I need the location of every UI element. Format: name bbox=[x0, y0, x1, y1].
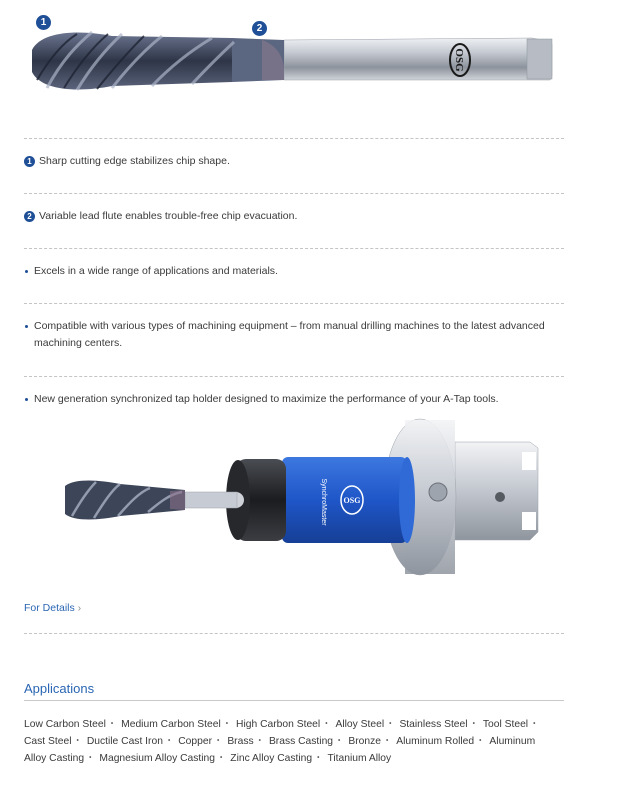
application-item: Low Carbon Steel bbox=[24, 719, 106, 730]
application-item: Medium Carbon Steel bbox=[121, 719, 221, 730]
divider bbox=[24, 248, 564, 249]
bullet-icon bbox=[25, 270, 28, 273]
callout-1-badge: 1 bbox=[36, 15, 51, 30]
feature-item-2 bbox=[24, 208, 564, 225]
feature-text-line-2: machining centers. bbox=[34, 337, 123, 349]
application-item: High Carbon Steel bbox=[236, 719, 321, 730]
divider bbox=[24, 193, 564, 194]
application-item: Aluminum Alloy Casting bbox=[24, 736, 536, 764]
divider bbox=[24, 633, 564, 634]
tap-illustration bbox=[22, 10, 567, 110]
for-details-label: For Details bbox=[24, 602, 75, 614]
application-item: Brass Casting bbox=[268, 736, 334, 747]
separator: ・ bbox=[221, 719, 233, 730]
synchromaster-holder-illustration bbox=[60, 412, 565, 587]
feature-text: Sharp cutting edge stabilizes chip shape. bbox=[39, 155, 230, 167]
applications-rule bbox=[24, 700, 564, 701]
application-item: Bronze bbox=[348, 736, 381, 747]
separator: ・ bbox=[334, 736, 345, 747]
separator: ・ bbox=[85, 753, 96, 764]
divider bbox=[24, 303, 564, 304]
application-item: Zinc Alloy Casting bbox=[230, 753, 313, 764]
number-1-badge: 1 bbox=[24, 156, 35, 167]
feature-item-3 bbox=[24, 263, 564, 280]
application-item: Cast Steel bbox=[24, 736, 72, 747]
svg-text:OSG: OSG bbox=[343, 496, 361, 505]
separator: ・ bbox=[468, 719, 479, 730]
tap-holder-image bbox=[60, 412, 565, 587]
svg-text:SynchroMaster: SynchroMaster bbox=[320, 478, 327, 526]
tap-product-image bbox=[22, 10, 567, 110]
feature-item-4 bbox=[24, 318, 564, 352]
application-item: Tool Steel bbox=[482, 719, 529, 730]
divider bbox=[24, 376, 564, 377]
chevron-right-icon: › bbox=[77, 603, 82, 614]
separator: ・ bbox=[72, 736, 83, 747]
separator: ・ bbox=[213, 736, 224, 747]
separator: ・ bbox=[254, 736, 265, 747]
separator: ・ bbox=[106, 719, 118, 730]
applications-heading: Applications bbox=[24, 681, 95, 696]
divider bbox=[24, 138, 564, 139]
feature-item-1 bbox=[24, 153, 564, 170]
separator: ・ bbox=[381, 736, 393, 747]
separator: ・ bbox=[529, 719, 540, 730]
separator: ・ bbox=[163, 736, 175, 747]
svg-text:OSG: OSG bbox=[453, 48, 465, 72]
feature-text-line-1: Compatible with various types of machining equipment – from manual drilling machines to the latest advanced bbox=[34, 320, 545, 332]
application-item: Aluminum Rolled bbox=[396, 736, 475, 747]
applications-list bbox=[24, 716, 544, 767]
application-item: Copper bbox=[178, 736, 213, 747]
application-item: Magnesium Alloy Casting bbox=[99, 753, 215, 764]
application-item: Titanium Alloy bbox=[327, 753, 392, 764]
application-item: Brass bbox=[227, 736, 254, 747]
separator: ・ bbox=[313, 753, 324, 764]
separator: ・ bbox=[321, 719, 332, 730]
application-item: Stainless Steel bbox=[399, 719, 468, 730]
separator: ・ bbox=[385, 719, 396, 730]
feature-text: New generation synchronized tap holder designed to maximize the performance of your A-Tap tools. bbox=[34, 393, 499, 405]
for-details-link[interactable] bbox=[24, 602, 81, 614]
bullet-icon bbox=[25, 325, 28, 328]
callout-2-badge: 2 bbox=[252, 21, 267, 36]
feature-text: Variable lead flute enables trouble-free chip evacuation. bbox=[39, 210, 298, 222]
application-item: Alloy Steel bbox=[335, 719, 385, 730]
number-2-badge: 2 bbox=[24, 211, 35, 222]
feature-text: Excels in a wide range of applications and materials. bbox=[34, 265, 278, 277]
bullet-icon bbox=[25, 398, 28, 401]
separator: ・ bbox=[216, 753, 227, 764]
feature-item-5 bbox=[24, 391, 564, 408]
separator: ・ bbox=[475, 736, 486, 747]
application-item: Ductile Cast Iron bbox=[86, 736, 163, 747]
